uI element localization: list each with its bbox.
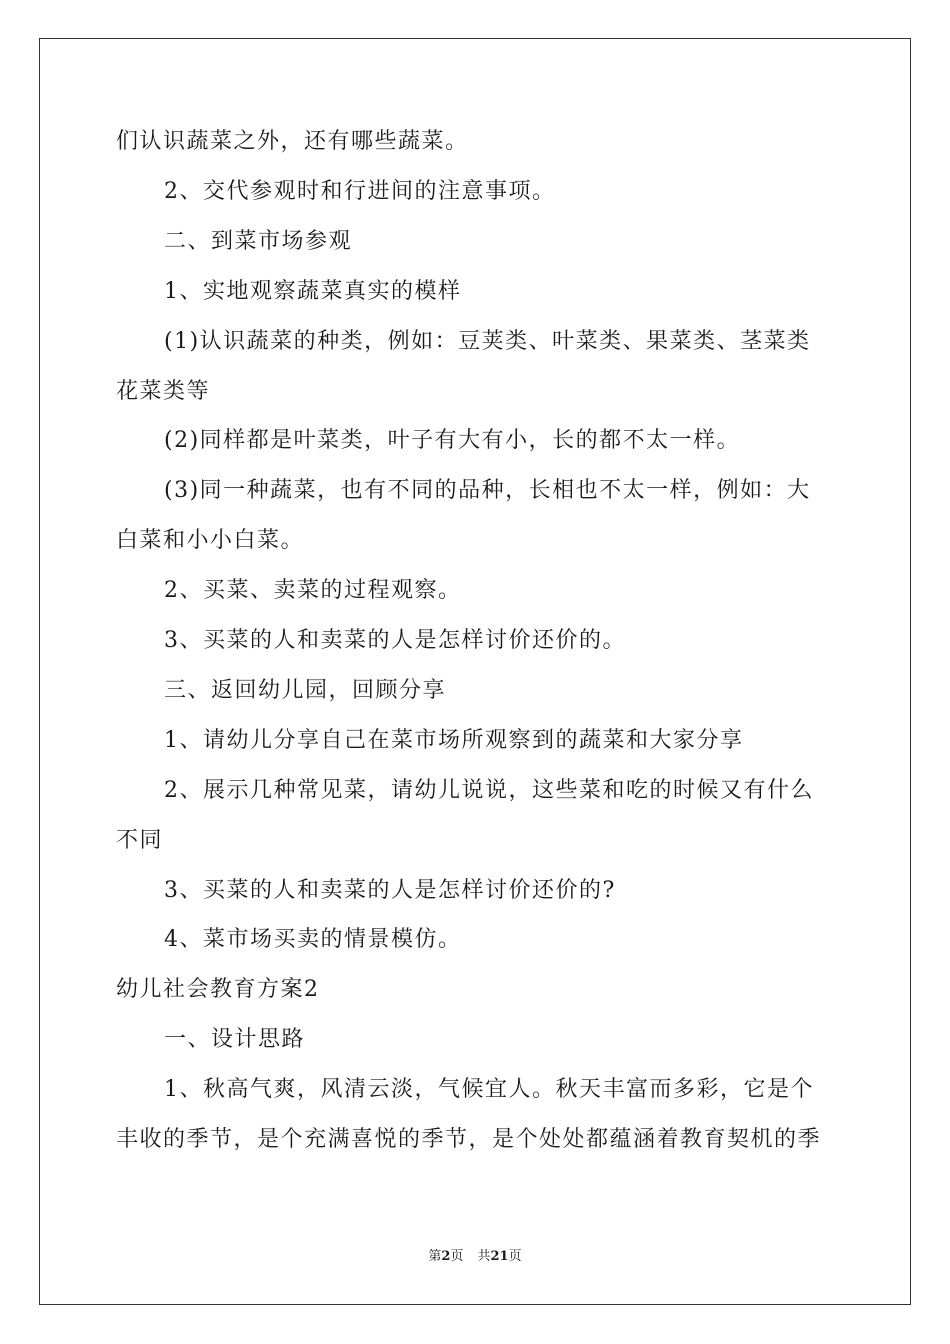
- text-line: 3、买菜的人和卖菜的人是怎样讨价还价的。: [164, 628, 626, 653]
- text-line: (3)同一种蔬菜，也有不同的品种，长相也不太一样，例如：大: [164, 478, 811, 504]
- document-title: 幼儿社会教育方案2: [116, 977, 320, 1003]
- text-line: 2、买菜、卖菜的过程观察。: [164, 578, 462, 604]
- text-line: 1、实地观察蔬菜真实的模样: [164, 278, 462, 304]
- total-suffix: 页: [508, 1249, 522, 1264]
- total-pages: 21: [490, 1249, 509, 1264]
- text-line: 2、展示几种常见菜，请幼儿说说，这些菜和吃的时候又有什么: [164, 777, 814, 803]
- text-line: 丰收的季节，是个充满喜悦的季节，是个处处都蕴涵着教育契机的季: [116, 1127, 822, 1152]
- text-line: 们认识蔬菜之外，还有哪些蔬菜。: [116, 129, 469, 154]
- text-line: 1、秋高气爽，风清云淡，气候宜人。秋天丰富而多彩，它是个: [164, 1077, 814, 1103]
- text-line: (1)认识蔬菜的种类，例如：豆荚类、叶菜类、果菜类、茎菜类: [164, 328, 811, 354]
- text-line: (2)同样都是叶菜类，叶子有大有小，长的都不太一样。: [164, 428, 741, 454]
- text-line: 3、买菜的人和卖菜的人是怎样讨价还价的?: [164, 877, 616, 903]
- text-line: 不同: [116, 827, 164, 853]
- text-line: 白菜和小小白菜。: [116, 528, 305, 554]
- section-heading: 三、返回幼儿园，回顾分享: [164, 677, 447, 703]
- text-line: 4、菜市场买卖的情景模仿。: [164, 927, 462, 953]
- text-line: 1、请幼儿分享自己在菜市场所观察到的蔬菜和大家分享: [164, 727, 744, 753]
- page-footer: [0, 1245, 950, 1264]
- page-number: 2: [441, 1249, 451, 1264]
- text-line: 花菜类等: [116, 378, 211, 404]
- section-heading: 二、到菜市场参观: [164, 228, 353, 254]
- section-heading: 一、设计思路: [164, 1027, 306, 1053]
- page-suffix: 页: [450, 1249, 464, 1264]
- total-prefix: 共: [477, 1249, 491, 1264]
- text-line: 2、交代参观时和行进间的注意事项。: [164, 178, 556, 204]
- page-prefix: 第: [428, 1249, 442, 1264]
